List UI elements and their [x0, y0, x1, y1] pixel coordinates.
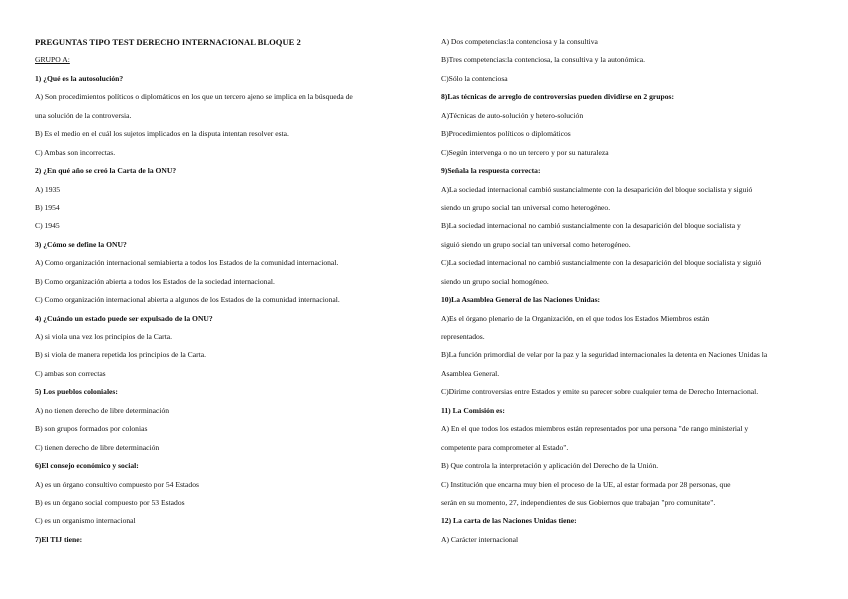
answer-text: B)La sociedad internacional no cambió sustancialmente con la desaparición del bloque socialista y: [441, 221, 741, 231]
answer-text: C) Como organización internacional abierta a algunos de los Estados de la comunidad internacional.: [35, 295, 340, 305]
answer-text: B) si viola de manera repetida los principios de la Carta.: [35, 350, 207, 360]
question-text: 1) ¿Qué es la autosolución?: [35, 73, 124, 83]
question-text: 2) ¿En qué año se creó la Carta de la ONU?: [35, 166, 177, 176]
question-text: 8)Las técnicas de arreglo de controversias pueden dividirse en 2 grupos:: [441, 92, 675, 102]
answer-text: C) 1945: [35, 221, 60, 231]
answer-text: A) si viola una vez los principios de la Carta.: [35, 332, 173, 341]
answer-text: C) Institución que encarna muy bien el proceso de la UE, al estar formada por 28 personas, que: [441, 479, 731, 489]
question-text: 10)La Asamblea General de las Naciones Unidas:: [441, 295, 601, 305]
answer-text: B)Procedimientos políticos o diplomáticos: [441, 129, 571, 139]
document-title: PREGUNTAS TIPO TEST DERECHO INTERNACIONAL BLOQUE 2: [35, 37, 301, 47]
answer-text: A) no tienen derecho de libre determinación: [35, 405, 170, 415]
answer-text: C) Ambas son incorrectas.: [35, 147, 116, 157]
answer-text: A)Es el órgano plenario de la Organización, en el que todos los Estados Miembros están: [441, 313, 710, 323]
answer-text: A)Técnicas de auto-solución y hetero-solución: [441, 110, 584, 120]
question-text: 3) ¿Cómo se define la ONU?: [35, 239, 127, 249]
answer-text: una solución de la controversia.: [35, 110, 132, 120]
answer-text: B) Es el medio en el cuál los sujetos implicados en la disputa intentan resolver esta.: [35, 129, 289, 139]
question-text: 4) ¿Cuándo un estado puede ser expulsado de la ONU?: [35, 313, 213, 323]
answer-text: A) Como organización internacional semiabierta a todos los Estados de la comunidad internacional.: [35, 258, 339, 268]
answer-text: C) tienen derecho de libre determinación: [35, 442, 160, 452]
answer-text: B) son grupos formados por colonias: [35, 424, 148, 434]
answer-text: siguió siendo un grupo social tan universal como heterogéneo.: [441, 239, 631, 249]
answer-text: serán en su momento, 27, independientes de sus Gobiernos que trabajan "pro comunitate".: [441, 497, 716, 507]
answer-text: A)La sociedad internacional cambió sustancialmente con la desaparición del bloque socialista y siguió: [441, 184, 753, 194]
answer-text: siendo un grupo social homogéneo.: [441, 276, 549, 286]
right-column: [441, 33, 841, 549]
answer-text: C) es un organismo internacional: [35, 516, 136, 526]
question-text: 9)Señala la respuesta correcta:: [441, 166, 541, 176]
question-text: 6)El consejo económico y social:: [35, 461, 139, 471]
answer-text: A) En el que todos los estados miembros están representados por una persona "de rango ministerial y: [441, 424, 749, 434]
answer-text: A) Carácter internacional: [441, 534, 519, 544]
answer-text: C)Dirime controversias entre Estados y emite su parecer sobre cualquier tema de Derecho Internacional.: [441, 387, 759, 397]
left-column: [35, 33, 430, 549]
answer-text: representados.: [441, 332, 485, 341]
answer-text: B) Como organización abierta a todos los Estados de la sociedad internacional.: [35, 276, 275, 286]
answer-text: C) ambas son correctas: [35, 368, 106, 378]
answer-text: competente para comprometer al Estado".: [441, 442, 569, 452]
answer-text: B) 1954: [35, 202, 60, 212]
answer-text: C)La sociedad internacional no cambió sustancialmente con la desaparición del bloque socialista y siguió: [441, 258, 762, 268]
answer-text: A) es un órgano consultivo compuesto por 54 Estados: [35, 479, 199, 489]
question-text: 11) La Comisión es:: [441, 405, 505, 415]
answer-text: B) Que controla la interpretación y aplicación del Derecho de la Unión.: [441, 461, 659, 471]
question-text: 12) La carta de las Naciones Unidas tiene:: [441, 516, 577, 526]
answer-text: B)La función primordial de velar por la paz y la seguridad internacionales la detenta en Naciones Unidas la: [441, 350, 768, 360]
answer-text: B)Tres competencias:la contenciosa, la consultiva y la autonómica.: [441, 55, 646, 65]
question-text: 5) Los pueblos coloniales:: [35, 387, 118, 397]
answer-text: B) es un órgano social compuesto por 53 Estados: [35, 497, 185, 507]
answer-text: siendo un grupo social tan universal como heterogéneo.: [441, 202, 611, 212]
question-text: 7)El TIJ tiene:: [35, 534, 83, 544]
answer-text: A) Son procedimientos políticos o diplomáticos en los que un tercero ajeno se implica en la búsqueda de: [35, 92, 353, 102]
answer-text: A) 1935: [35, 184, 61, 194]
section-heading: GRUPO A:: [35, 55, 70, 65]
answer-text: C)Según intervenga o no un tercero y por su naturaleza: [441, 147, 609, 157]
answer-text: A) Dos competencias:la contenciosa y la consultiva: [441, 37, 598, 46]
answer-text: C)Sólo la contenciosa: [441, 73, 508, 83]
answer-text: Asamblea General.: [441, 368, 500, 378]
